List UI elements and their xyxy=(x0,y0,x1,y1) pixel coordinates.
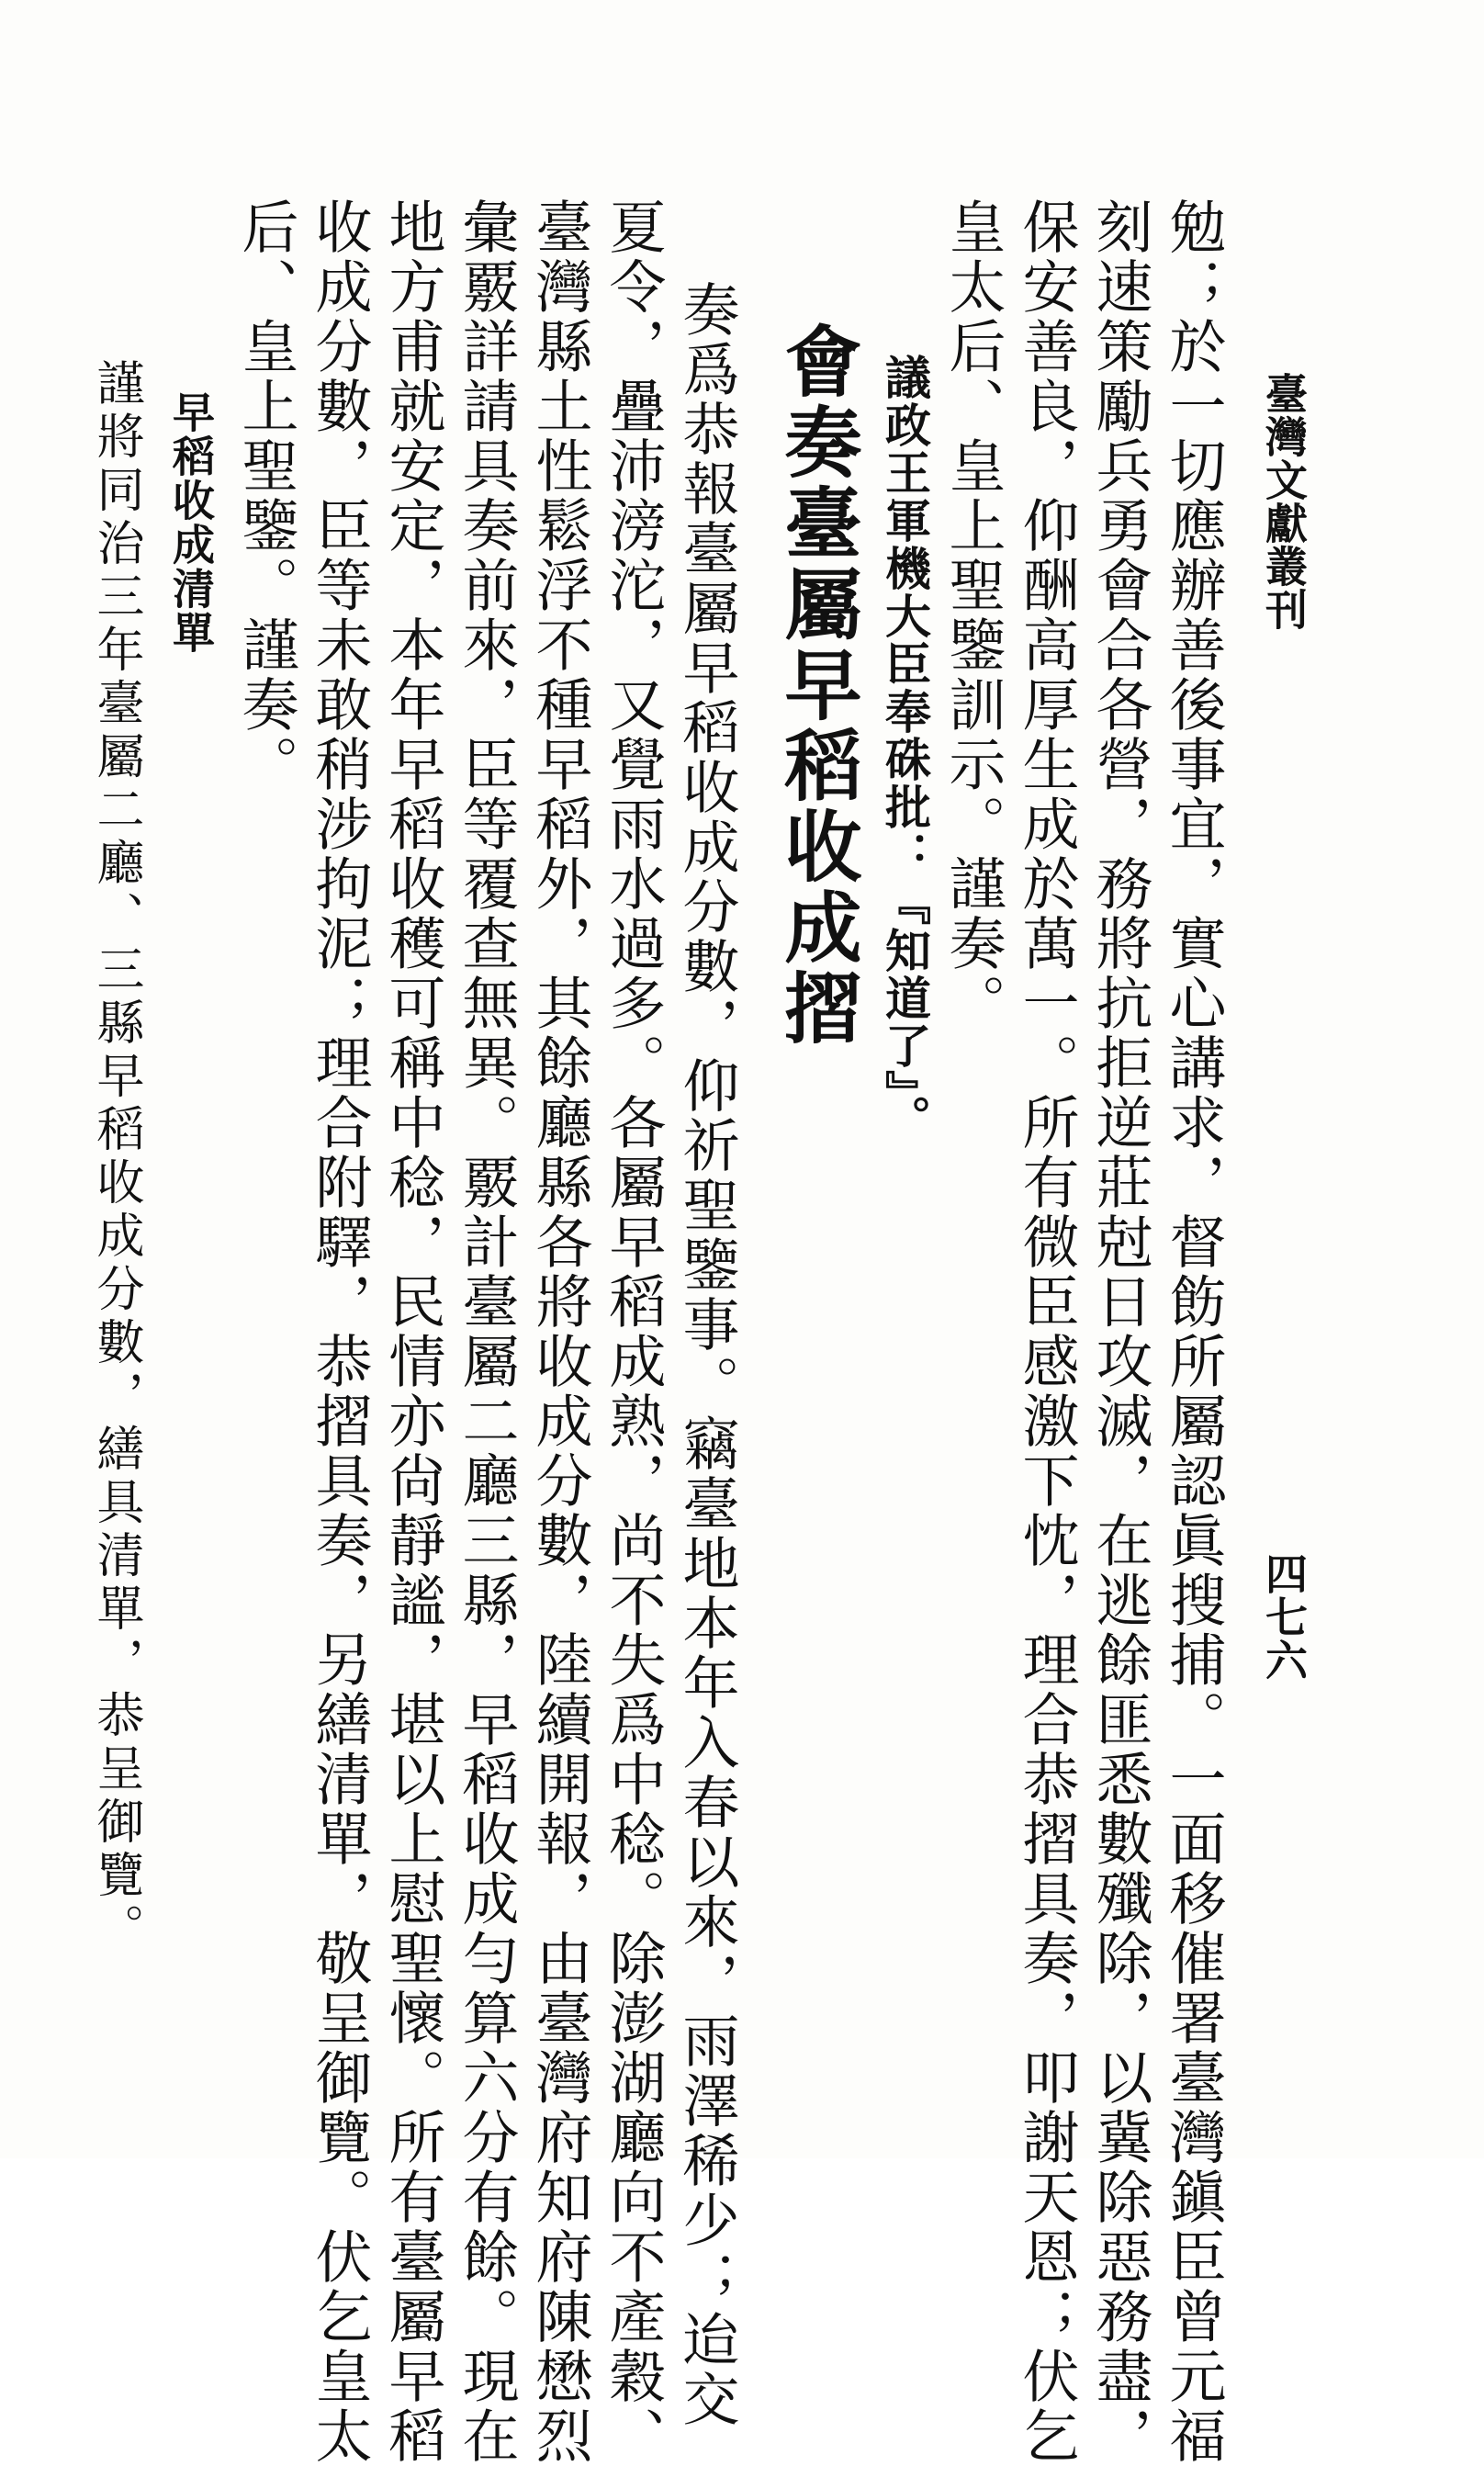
memorial-column: 地方甫就安定，本年早稻收穫可稱中稔，民情亦尙靜謐，堪以上慰聖懷。所有臺屬早稻 xyxy=(379,197,446,2466)
text-column: 刻速策勵兵勇會合各營，務將抗拒逆莊尅日攻滅，在逃餘匪悉數殲除，以冀除惡務盡， xyxy=(1086,197,1153,2466)
memorial-column: 夏令，疊沛滂沱，又覺雨水過多。各屬早稻成熟，尚不失爲中稔。除澎湖廳向不產穀、 xyxy=(600,197,667,2466)
memorial-column: 奏爲恭報臺屬早稻收成分數，仰祈聖鑒事。竊臺地本年入春以來，雨澤稀少；迨交 xyxy=(673,280,740,2429)
memorial-title: 會奏臺屬早稻收成摺 xyxy=(772,321,863,1049)
list-text: 謹將同治三年臺屬二廳、三縣早稻收成分數，繕具清單，恭呈御覽。 xyxy=(88,358,143,1956)
imperial-rescript: 議政王軍機大臣奉硃批：『知道了』。 xyxy=(878,354,932,1143)
memorial-column: 收成分數，臣等未敢稍涉拘泥；理合附驛，恭摺具奏，另繕清單，敬呈御覽。伏乞皇太 xyxy=(306,197,373,2466)
page-number: 四七六 xyxy=(1259,1552,1309,1682)
memorial-column: 后、皇上聖鑒。謹奏。 xyxy=(232,197,299,794)
running-title: 臺灣文獻叢刊 xyxy=(1259,372,1309,631)
memorial-column: 彙覈詳請具奏前來，臣等覆查無異。覈計臺屬二廳三縣，早稻收成勻算六分有餘。現在 xyxy=(453,197,520,2466)
text-column: 保安善良，仰酬高厚生成於萬一。所有微臣感激下忱，理合恭摺具奏，叩謝天恩；伏乞 xyxy=(1013,197,1080,2466)
list-subtitle: 早稻收成清單 xyxy=(166,390,216,655)
text-column: 皇太后、皇上聖鑒訓示。謹奏。 xyxy=(939,197,1006,1033)
text-column: 勉；於一切應辦善後事宜，實心講求，督飭所屬認眞搜捕。一面移催署臺灣鎭臣曾元福 xyxy=(1160,197,1227,2466)
memorial-column: 臺灣縣土性鬆浮不種早稻外，其餘廳縣各將收成分數，陸續開報，由臺灣府知府陳懋烈 xyxy=(526,197,593,2466)
